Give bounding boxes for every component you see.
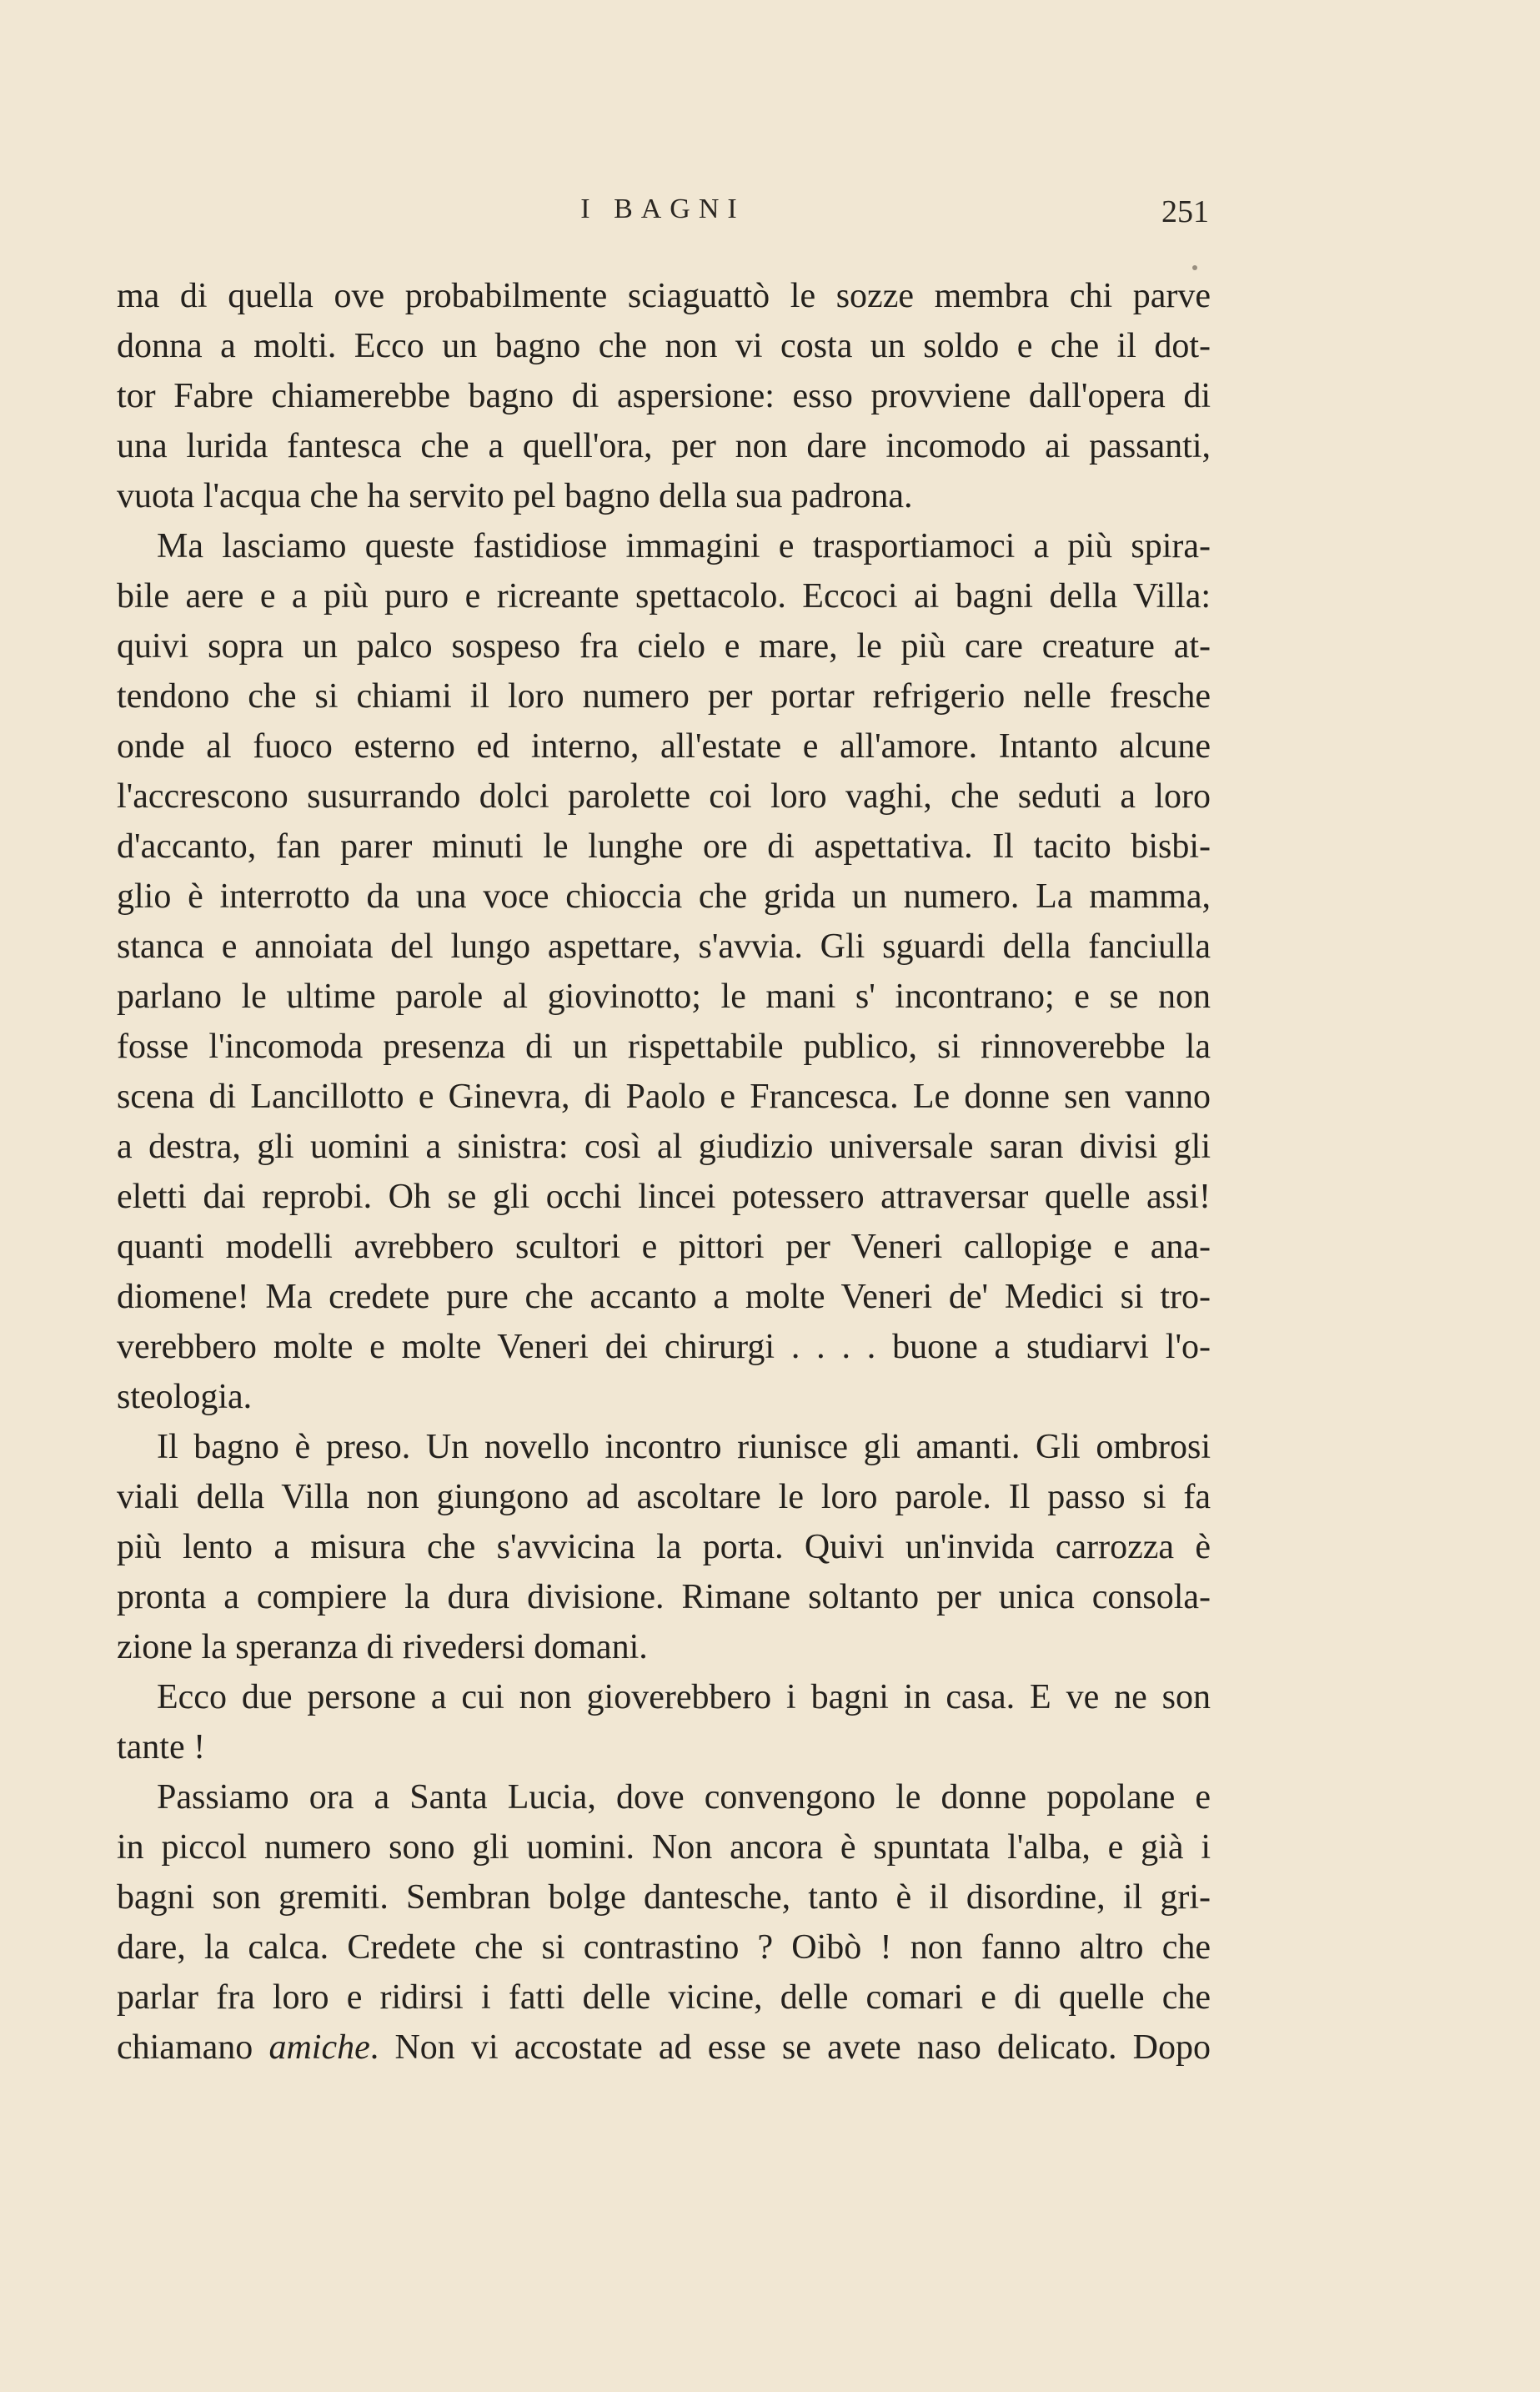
text-line: dare, la calca. Credete che si contrastino ? Oibò ! non fanno altro che xyxy=(117,1928,1211,1967)
text-line: a destra, gli uomini a sinistra: così al giudizio universale saran divisi gli xyxy=(117,1128,1211,1166)
text-line: zione la speranza di rivedersi domani. xyxy=(117,1628,648,1666)
text-line: diomene! Ma credete pure che accanto a molte Veneri de' Medici si tro- xyxy=(117,1278,1211,1316)
text-line: parlano le ultime parole al giovinotto; le mani s' incontrano; e se non xyxy=(117,977,1211,1016)
text-line: vuota l'acqua che ha servito pel bagno della sua padrona. xyxy=(117,477,913,515)
text-line: tor Fabre chiamerebbe bagno di aspersione: esso provviene dall'opera di xyxy=(117,377,1211,415)
text-line: scena di Lancillotto e Ginevra, di Paolo e Francesca. Le donne sen vanno xyxy=(117,1078,1211,1116)
text-line: steologia. xyxy=(117,1378,253,1416)
text-line: in piccol numero sono gli uomini. Non ancora è spuntata l'alba, e già i xyxy=(117,1828,1211,1867)
text-segment: chiamano xyxy=(117,2028,269,2067)
paragraph-5 xyxy=(117,1772,1211,2073)
text-line: viali della Villa non giungono ad ascoltare le loro parole. Il passo si fa xyxy=(117,1478,1211,1516)
paragraph-4 xyxy=(117,1672,1211,1772)
text-line: glio è interrotto da una voce chioccia che grida un numero. La mamma, xyxy=(117,877,1211,916)
text-line: donna a molti. Ecco un bagno che non vi costa un soldo e che il dot- xyxy=(117,327,1211,365)
ink-speck xyxy=(1192,265,1197,270)
text-line: bagni son gremiti. Sembran bolge dantesche, tanto è il disordine, il gri- xyxy=(117,1878,1211,1917)
text-line: pronta a compiere la dura divisione. Rimane soltanto per unica consola- xyxy=(117,1578,1211,1616)
text-line xyxy=(117,2023,1211,2073)
running-head xyxy=(117,193,1209,244)
text-line: una lurida fantesca che a quell'ora, per non dare incomodo ai passanti, xyxy=(117,427,1211,465)
text-segment: . Non vi accostate ad esse se avete naso delicato. Dopo xyxy=(369,2028,1211,2067)
text-line: Ecco due persone a cui non gioverebbero i bagni in casa. E ve ne son xyxy=(157,1678,1211,1716)
text-line: tante ! xyxy=(117,1728,206,1766)
paragraph-2 xyxy=(117,521,1211,1422)
text-line: quivi sopra un palco sospeso fra cielo e mare, le più care creature at- xyxy=(117,627,1211,666)
paragraph-1 xyxy=(117,271,1211,521)
body-text xyxy=(117,271,1211,2073)
paragraph-3 xyxy=(117,1422,1211,1672)
page-number: 251 xyxy=(1161,194,1209,229)
text-line: stanca e annoiata del lungo aspettare, s'avvia. Gli sguardi della fanciulla xyxy=(117,927,1211,966)
text-line: quanti modelli avrebbero scultori e pittori per Veneri callopige e ana- xyxy=(117,1228,1211,1266)
text-line: Passiamo ora a Santa Lucia, dove convengono le donne popolane e xyxy=(157,1778,1211,1817)
text-line: fosse l'incomoda presenza di un rispettabile publico, si rinnoverebbe la xyxy=(117,1028,1211,1066)
text-line: d'accanto, fan parer minuti le lunghe ore di aspettativa. Il tacito bisbi- xyxy=(117,827,1211,866)
italic-word: amiche xyxy=(268,2028,370,2067)
text-line: eletti dai reprobi. Oh se gli occhi lincei potessero attraversar quelle assi! xyxy=(117,1178,1211,1216)
text-line: Ma lasciamo queste fastidiose immagini e trasportiamoci a più spira- xyxy=(157,527,1211,565)
text-line: più lento a misura che s'avvicina la porta. Quivi un'invida carrozza è xyxy=(117,1528,1211,1566)
text-line: verebbero molte e molte Veneri dei chirurgi . . . . buone a studiarvi l'o- xyxy=(117,1328,1211,1366)
text-line: l'accrescono susurrando dolci parolette coi loro vaghi, che seduti a loro xyxy=(117,777,1211,816)
text-line: tendono che si chiami il loro numero per portar refrigerio nelle fresche xyxy=(117,677,1211,716)
text-line: bile aere e a più puro e ricreante spettacolo. Eccoci ai bagni della Villa: xyxy=(117,577,1211,616)
text-line: ma di quella ove probabilmente sciaguattò le sozze membra chi parve xyxy=(117,277,1211,315)
text-line: parlar fra loro e ridirsi i fatti delle vicine, delle comari e di quelle che xyxy=(117,1978,1211,2017)
text-line: onde al fuoco esterno ed interno, all'estate e all'amore. Intanto alcune xyxy=(117,727,1211,766)
running-title: I BAGNI xyxy=(580,193,745,224)
text-line: Il bagno è preso. Un novello incontro riunisce gli amanti. Gli ombrosi xyxy=(157,1428,1211,1466)
